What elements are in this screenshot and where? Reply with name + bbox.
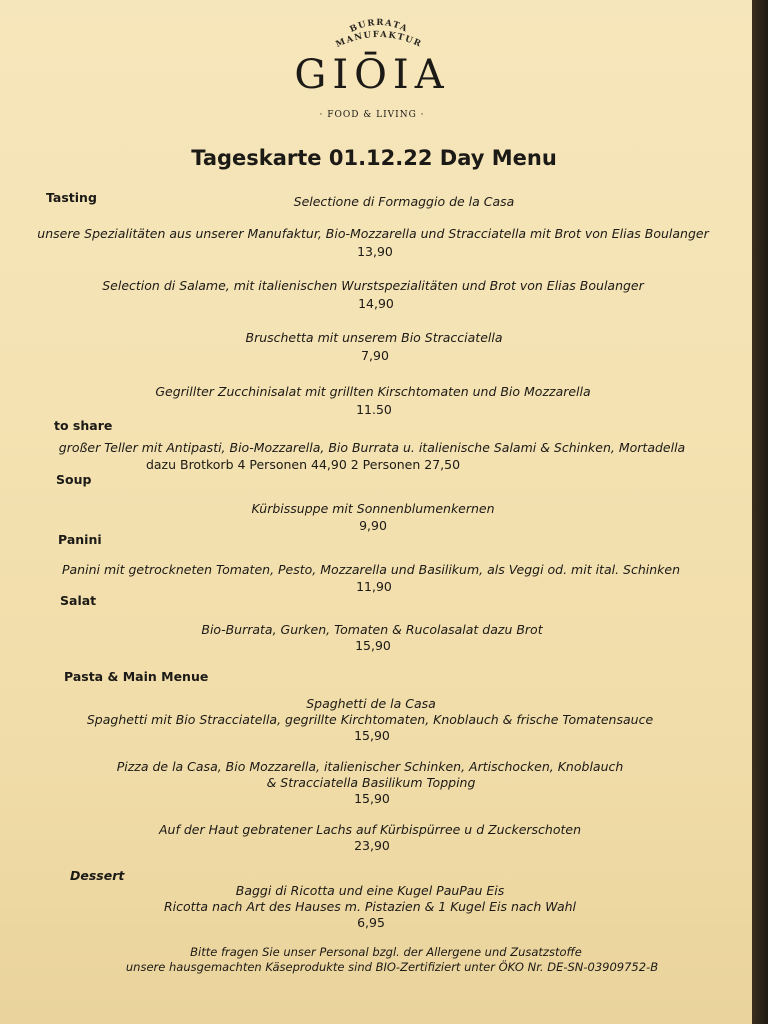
item-dessert-price: 6,95 xyxy=(357,915,385,930)
page-title: Tageskarte 01.12.22 Day Menu xyxy=(191,146,557,170)
section-dessert: Dessert xyxy=(70,868,125,883)
logo-arc-bottom: MANUFAKTUR xyxy=(334,29,424,48)
section-panini: Panini xyxy=(58,532,102,547)
item-formaggio-desc: unsere Spezialitäten aus unserer Manufaktur, Bio-Mozzarella und Stracciatella mit Brot von Elias Boulanger xyxy=(37,226,709,241)
item-zucchini-desc: Gegrillter Zucchinisalat mit grillten Kirschtomaten und Bio Mozzarella xyxy=(155,384,591,399)
item-zucchini-price: 11.50 xyxy=(356,402,392,417)
item-dessert-desc-2: Ricotta nach Art des Hauses m. Pistazien & 1 Kugel Eis nach Wahl xyxy=(163,899,577,914)
item-salame-price: 14,90 xyxy=(358,296,394,311)
item-bruschetta-price: 7,90 xyxy=(361,348,389,363)
item-dessert-desc: Baggi di Ricotta und eine Kugel PauPau Eis xyxy=(235,883,505,898)
section-soup: Soup xyxy=(56,472,92,487)
item-formaggio-title: Selectione di Formaggio de la Casa xyxy=(293,194,515,209)
svg-text:MANUFAKTUR xyxy=(335,30,424,48)
section-to-share: to share xyxy=(54,418,113,433)
item-formaggio-price: 13,90 xyxy=(357,244,393,259)
paper-shadow-edge xyxy=(752,0,768,1024)
logo-arc-top: BURRATA xyxy=(348,17,410,35)
section-salat: Salat xyxy=(60,593,97,608)
item-salame-desc: Selection di Salame, mit italienischen Wurstspezialitäten und Brot von Elias Boulanger xyxy=(102,278,644,293)
section-tasting: Tasting xyxy=(46,190,97,205)
logo-tagline: · FOOD & LIVING · xyxy=(319,110,425,120)
item-spaghetti-desc: Spaghetti mit Bio Stracciatella, gegrillte Kirchtomaten, Knoblauch & frische Tomatensauce xyxy=(86,712,654,727)
item-pizza-desc-2: & Stracciatella Basilikum Topping xyxy=(266,775,476,790)
footer-allergene: Bitte fragen Sie unser Personal bzgl. der Allergene und Zusatzstoffe xyxy=(190,945,582,959)
item-soup-desc: Kürbissuppe mit Sonnenblumenkernen xyxy=(251,501,495,516)
item-spaghetti-price: 15,90 xyxy=(354,728,390,743)
item-soup-price: 9,90 xyxy=(359,518,387,533)
item-pizza-price: 15,90 xyxy=(354,791,390,806)
item-lachs-price: 23,90 xyxy=(354,838,390,853)
item-pizza-desc: Pizza de la Casa, Bio Mozzarella, italienischer Schinken, Artischocken, Knoblauch xyxy=(116,759,624,774)
item-salat-price: 15,90 xyxy=(355,638,391,653)
item-bruschetta-desc: Bruschetta mit unserem Bio Stracciatella xyxy=(245,330,503,345)
footer-bio-cert: unsere hausgemachten Käseprodukte sind BIO-Zertifiziert unter ÖKO Nr. DE-SN-03909752-B xyxy=(125,960,659,974)
logo-arc-text xyxy=(334,12,424,48)
item-share-price: dazu Brotkorb 4 Personen 44,90 2 Personen 27,50 xyxy=(145,457,461,472)
item-panini-desc: Panini mit getrockneten Tomaten, Pesto, Mozzarella und Basilikum, als Veggi od. mit ital. Schinken xyxy=(61,562,681,577)
item-salat-desc: Bio-Burrata, Gurken, Tomaten & Rucolasalat dazu Brot xyxy=(201,622,543,637)
logo-brand: GIŌIA xyxy=(294,52,450,98)
item-spaghetti-title: Spaghetti de la Casa xyxy=(306,696,436,711)
item-lachs-desc: Auf der Haut gebratener Lachs auf Kürbispürree u d Zuckerschoten xyxy=(158,822,582,837)
section-pasta-main: Pasta & Main Menue xyxy=(64,669,209,684)
item-share-desc: großer Teller mit Antipasti, Bio-Mozzarella, Bio Burrata u. italienische Salami & Schinken, Mortadella xyxy=(58,440,686,455)
item-panini-price: 11,90 xyxy=(356,579,392,594)
